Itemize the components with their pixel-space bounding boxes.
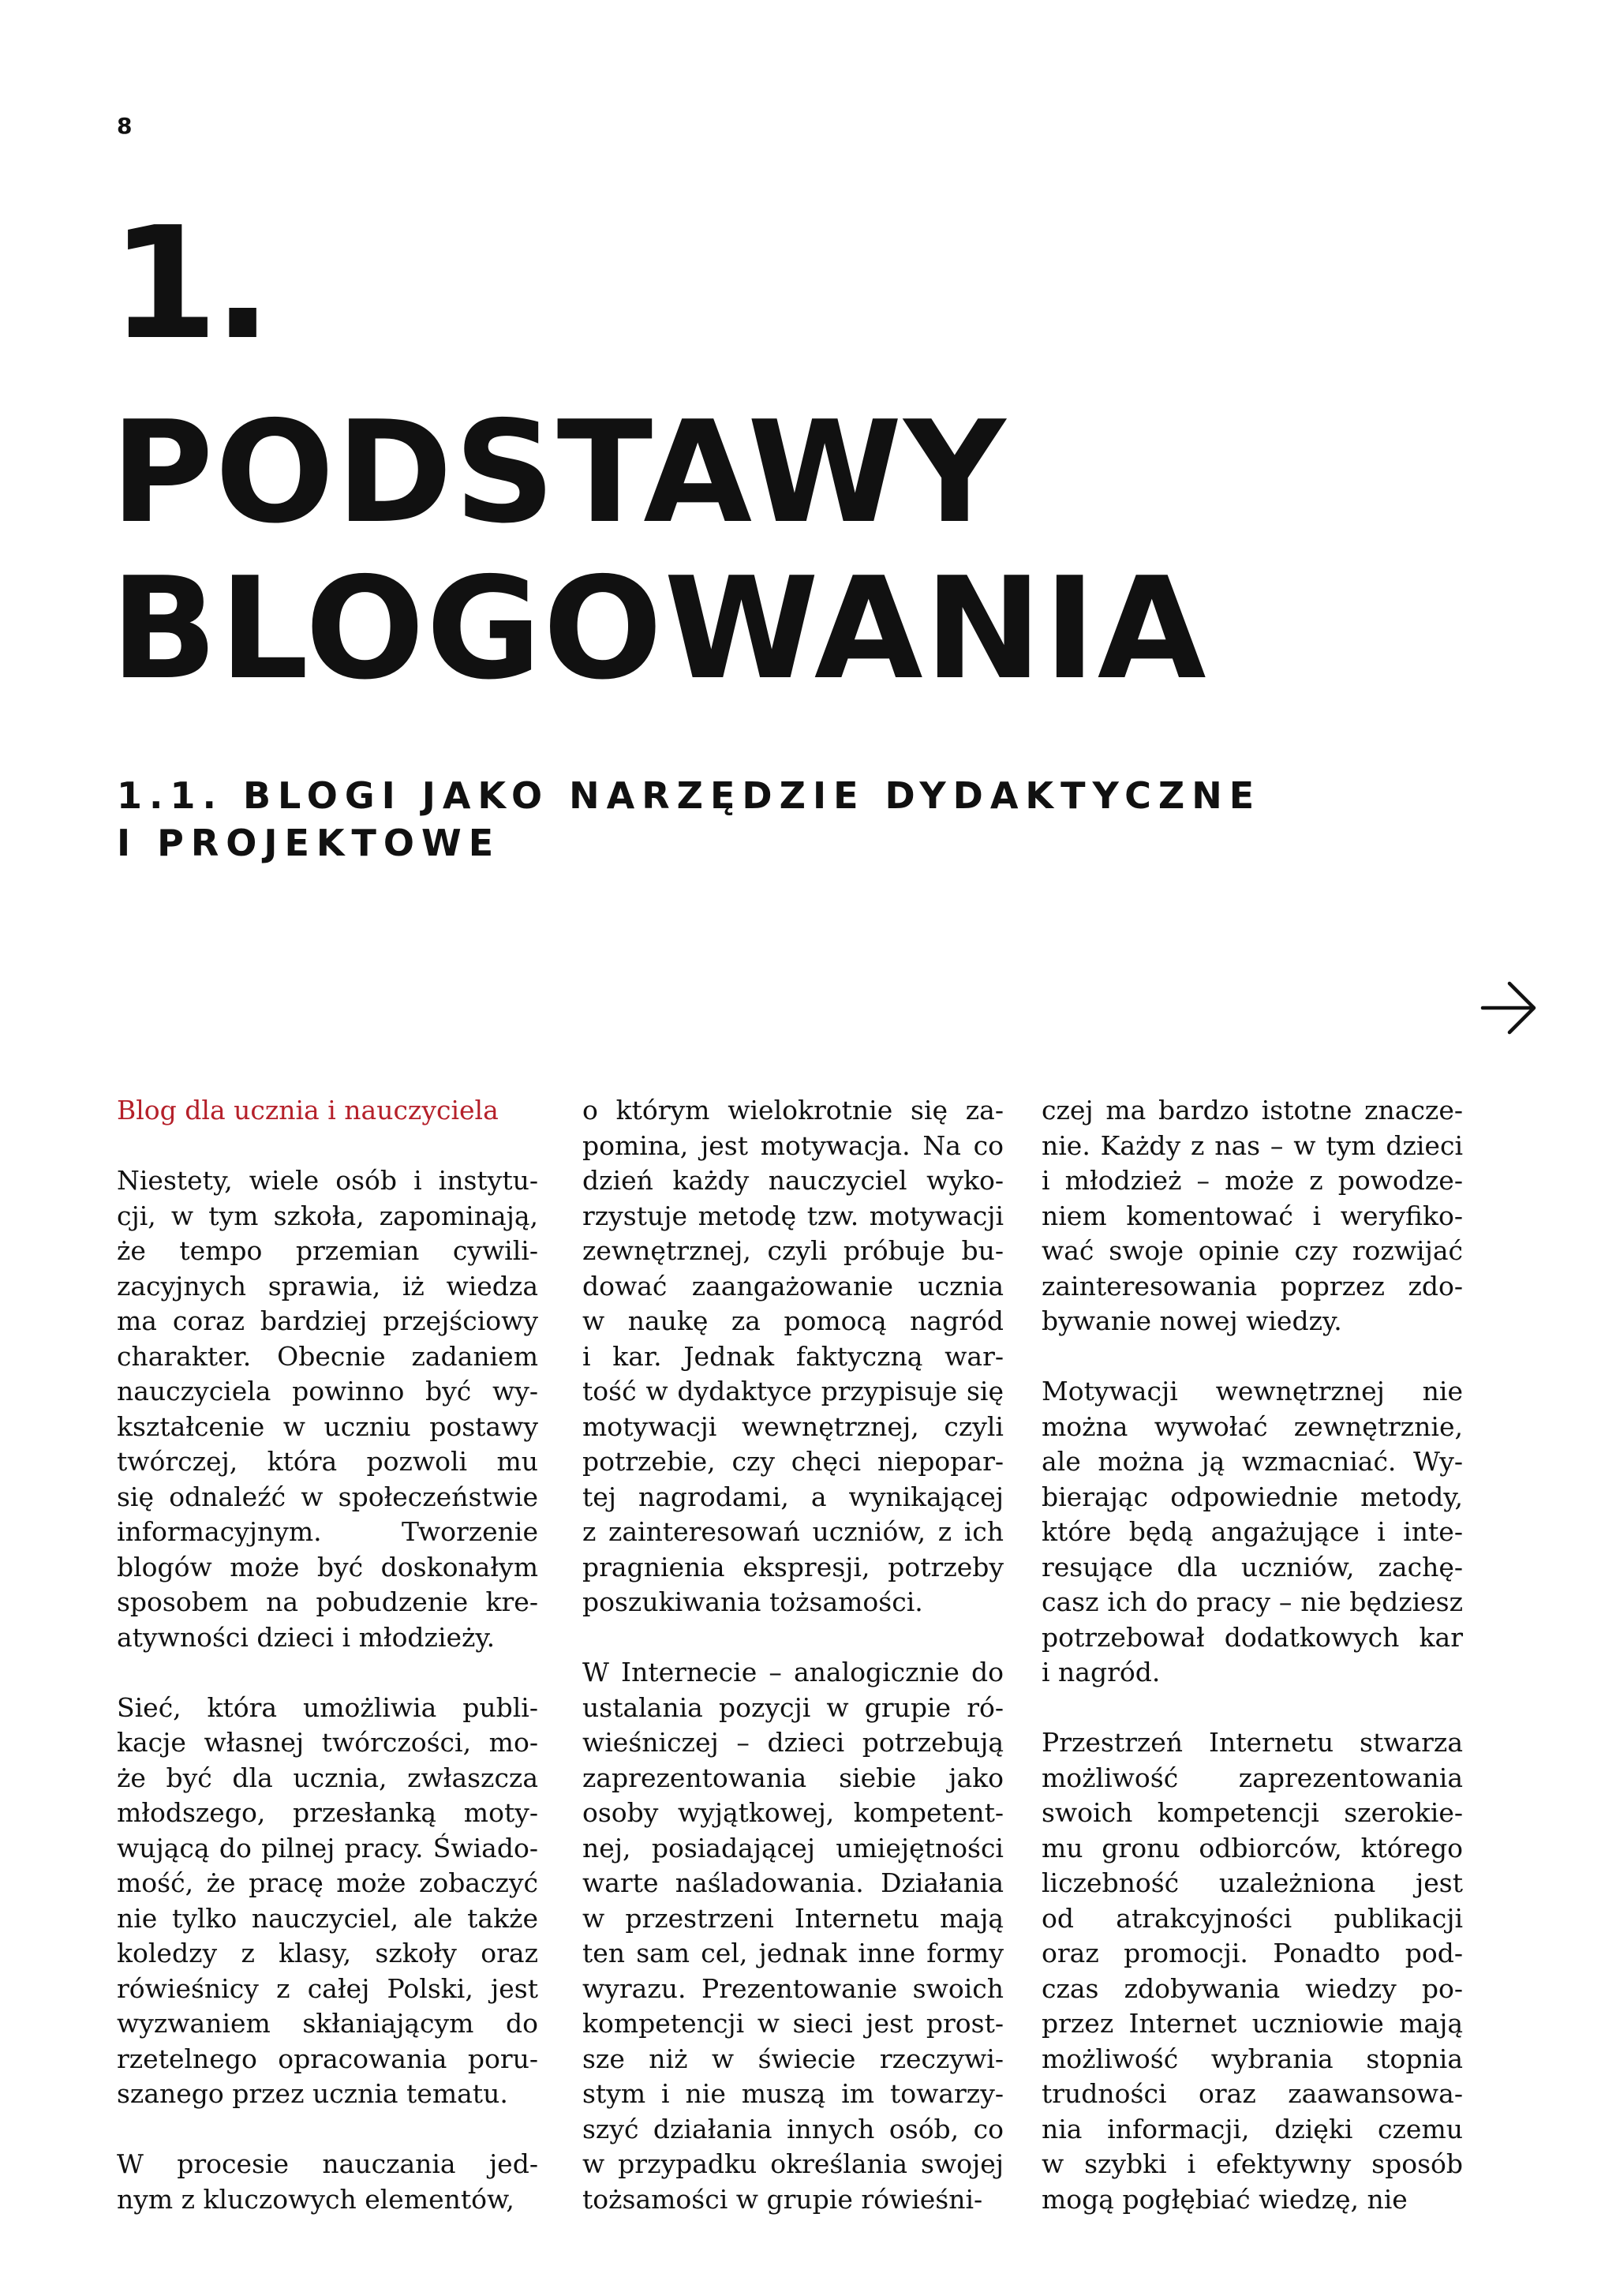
paragraph-line: W procesie nauczania jed- xyxy=(117,2148,538,2179)
paragraph-line: i nagród. xyxy=(1042,1657,1161,1687)
paragraph-line: stym i nie muszą im towarzy- xyxy=(582,2078,1004,2109)
paragraph-line: zainteresowania poprzez zdo- xyxy=(1042,1270,1463,1302)
paragraph-line: potrzebował dodatkowych kar xyxy=(1042,1621,1463,1653)
paragraph-line: atywności dzieci i młodzieży. xyxy=(117,1621,496,1653)
paragraph-line: wieśniczej – dzieci potrzebują xyxy=(582,1727,1004,1758)
paragraph-line: kształcenie w uczniu postawy xyxy=(117,1410,538,1442)
paragraph-line: w szybki i efektywny sposób xyxy=(1042,2148,1463,2179)
paragraph-line: nauczyciela powinno być wy- xyxy=(117,1376,538,1406)
paragraph-line: bywanie nowej wiedzy. xyxy=(1042,1305,1342,1336)
paragraph-line: koledzy z klasy, szkoły oraz xyxy=(117,1938,538,1968)
body-paragraph xyxy=(117,2147,538,2217)
paragraph-line: niem komentować i weryfiko- xyxy=(1042,1200,1463,1231)
paragraph-line: młodszego, przesłanką moty- xyxy=(117,1797,538,1828)
paragraph-line: sposobem na pobudzenie kre- xyxy=(117,1586,538,1617)
paragraph-line: tożsamości w grupie rówieśni- xyxy=(582,2183,983,2215)
paragraph-line: nia informacji, dzięki czemu xyxy=(1042,2113,1463,2144)
paragraph-line: można wywołać zewnętrznie, xyxy=(1042,1410,1463,1442)
paragraph-line: osoby wyjątkowej, kompetent- xyxy=(582,1797,1004,1828)
paragraph-line: przez Internet uczniowie mają xyxy=(1042,2008,1463,2039)
body-paragraph xyxy=(582,1655,1004,2217)
text-column-2 xyxy=(582,1093,1004,2217)
body-paragraph xyxy=(117,1691,538,2112)
paragraph-line: w naukę za pomocą nagród xyxy=(582,1305,1004,1336)
section-title-line: 1.1. BLOGI JAKO NARZĘDZIE DYDAKTYCZNE xyxy=(117,774,1262,817)
paragraph-line: w przypadku określania swojej xyxy=(582,2148,1004,2179)
paragraph-line: liczebność uzależniona jest xyxy=(1042,1867,1463,1898)
paragraph-line: poszukiwania tożsamości. xyxy=(582,1586,923,1617)
text-column-3 xyxy=(1042,1093,1463,2217)
paragraph-line: i kar. Jednak faktyczną war- xyxy=(582,1340,1004,1372)
paragraph-line: ma coraz bardziej przejściowy xyxy=(117,1305,538,1336)
paragraph-line: wującą do pilnej pracy. Świado- xyxy=(117,1832,538,1863)
paragraph-line: rówieśnicy z całej Polski, jest xyxy=(117,1972,538,2004)
section-title xyxy=(117,772,1261,867)
chapter-number: 1. xyxy=(110,194,267,374)
section-title-line: I PROJEKTOWE xyxy=(117,822,501,864)
paragraph-line: kacje własnej twórczości, mo- xyxy=(117,1727,538,1758)
paragraph-line: szanego przez ucznia tematu. xyxy=(117,2078,508,2109)
paragraph-line: informacyjnym. Tworzenie xyxy=(117,1516,538,1547)
paragraph-line: nej, posiadającej umiejętności xyxy=(582,1832,1004,1863)
paragraph-line: nie. Każdy z nas – w tym dzieci xyxy=(1042,1129,1463,1161)
paragraph-line: pragnienia ekspresji, potrzeby xyxy=(582,1551,1004,1582)
paragraph-line: resujące dla uczniów, zachę- xyxy=(1042,1551,1463,1582)
paragraph-line: nie tylko nauczyciel, ale także xyxy=(117,1902,538,1934)
paragraph-line: tej nagrodami, a wynikającej xyxy=(582,1481,1004,1512)
paragraph-line: blogów może być doskonałym xyxy=(117,1551,538,1582)
paragraph-line: mość, że pracę może zobaczyć xyxy=(117,1867,538,1898)
paragraph-line: o którym wielokrotnie się za- xyxy=(582,1095,1004,1126)
paragraph-line: zewnętrznej, czyli próbuje bu- xyxy=(582,1235,1004,1266)
body-paragraph xyxy=(1042,1093,1463,1339)
paragraph-line: czej ma bardzo istotne znacze- xyxy=(1042,1095,1463,1126)
text-column-1 xyxy=(117,1093,538,2217)
body-paragraph xyxy=(1042,1374,1463,1691)
paragraph-line: z zainteresowań uczniów, z ich xyxy=(582,1516,1004,1547)
paragraph-line: rzetelnego opracowania poru- xyxy=(117,2043,538,2074)
page-number: 8 xyxy=(117,113,133,139)
paragraph-line: motywacji wewnętrznej, czyli xyxy=(582,1410,1004,1442)
paragraph-line: nym z kluczowych elementów, xyxy=(117,2183,514,2215)
body-paragraph xyxy=(1042,1725,1463,2217)
paragraph-line: oraz promocji. Ponadto pod- xyxy=(1042,1938,1463,1968)
body-paragraph xyxy=(582,1093,1004,1620)
paragraph-line: zacyjnych sprawia, iż wiedza xyxy=(117,1270,538,1302)
paragraph-line: trudności oraz zaawansowa- xyxy=(1042,2078,1463,2109)
paragraph-line: które będą angażujące i inte- xyxy=(1042,1516,1463,1547)
chapter-title-line: PODSTAWY xyxy=(110,391,1008,554)
paragraph-line: dzień każdy nauczyciel wyko- xyxy=(582,1165,1004,1196)
paragraph-line: Przestrzeń Internetu stwarza xyxy=(1042,1727,1463,1758)
paragraph-line: mu gronu odbiorców, którego xyxy=(1042,1832,1463,1863)
paragraph-line: i młodzież – może z powodze- xyxy=(1042,1165,1463,1196)
paragraph-line: czas zdobywania wiedzy po- xyxy=(1042,1972,1463,2004)
paragraph-line: sze niż w świecie rzeczywi- xyxy=(582,2043,1004,2074)
body-paragraph xyxy=(117,1163,538,1655)
chapter-title xyxy=(110,391,1208,710)
paragraph-line: ten sam cel, jednak inne formy xyxy=(582,1938,1004,1968)
paragraph-line: tość w dydaktyce przypisuje się xyxy=(582,1376,1004,1406)
paragraph-line: mogą pogłębiać wiedzę, nie xyxy=(1042,2183,1408,2215)
paragraph-line: ale można ją wzmacniać. Wy- xyxy=(1042,1446,1463,1477)
paragraph-line: wyrazu. Prezentowanie swoich xyxy=(582,1972,1004,2004)
paragraph-line: że być dla ucznia, zwłaszcza xyxy=(117,1762,538,1793)
paragraph-line: cji, w tym szkoła, zapominają, xyxy=(117,1200,538,1231)
paragraph-line: pomina, jest motywacja. Na co xyxy=(582,1129,1004,1161)
paragraph-line: możliwość zaprezentowania xyxy=(1042,1762,1463,1793)
paragraph-line: się odnaleźć w społeczeństwie xyxy=(117,1481,538,1512)
paragraph-line: charakter. Obecnie zadaniem xyxy=(117,1340,538,1372)
paragraph-line: Motywacji wewnętrznej nie xyxy=(1042,1376,1463,1406)
paragraph-line: zaprezentowania siebie jako xyxy=(582,1762,1004,1793)
paragraph-line: szyć działania innych osób, co xyxy=(582,2113,1004,2144)
paragraph-line: casz ich do pracy – nie będziesz xyxy=(1042,1586,1463,1617)
paragraph-line: potrzebie, czy chęci niepopar- xyxy=(582,1446,1004,1477)
paragraph-line: bierając odpowiednie metody, xyxy=(1042,1481,1463,1512)
paragraph-line: ustalania pozycji w grupie ró- xyxy=(582,1691,1004,1723)
paragraph-line: swoich kompetencji szerokie- xyxy=(1042,1797,1463,1828)
paragraph-line: dować zaangażowanie ucznia xyxy=(582,1270,1004,1302)
paragraph-line: wać swoje opinie czy rozwijać xyxy=(1042,1235,1463,1266)
paragraph-line: Sieć, która umożliwia publi- xyxy=(117,1691,538,1723)
chapter-title-line: BLOGOWANIA xyxy=(110,547,1208,710)
paragraph-line: warte naśladowania. Działania xyxy=(582,1867,1004,1898)
paragraph-line: rzystuje metodę tzw. motywacji xyxy=(582,1200,1004,1231)
paragraph-line: wyzwaniem skłaniającym do xyxy=(117,2008,538,2039)
paragraph-line: możliwość wybrania stopnia xyxy=(1042,2043,1463,2074)
paragraph-line: Niestety, wiele osób i instytu- xyxy=(117,1165,538,1196)
arrow-right-icon[interactable] xyxy=(1479,979,1538,1037)
paragraph-line: że tempo przemian cywili- xyxy=(117,1235,538,1266)
paragraph-line: od atrakcyjności publikacji xyxy=(1042,1902,1463,1934)
paragraph-line: w przestrzeni Internetu mają xyxy=(582,1902,1004,1934)
paragraph-line: kompetencji w sieci jest prost- xyxy=(582,2008,1004,2039)
paragraph-line: W Internecie – analogicznie do xyxy=(582,1657,1004,1687)
paragraph-line: twórczej, która pozwoli mu xyxy=(117,1446,538,1477)
section-lead-heading: Blog dla ucznia i nauczyciela xyxy=(117,1095,499,1126)
